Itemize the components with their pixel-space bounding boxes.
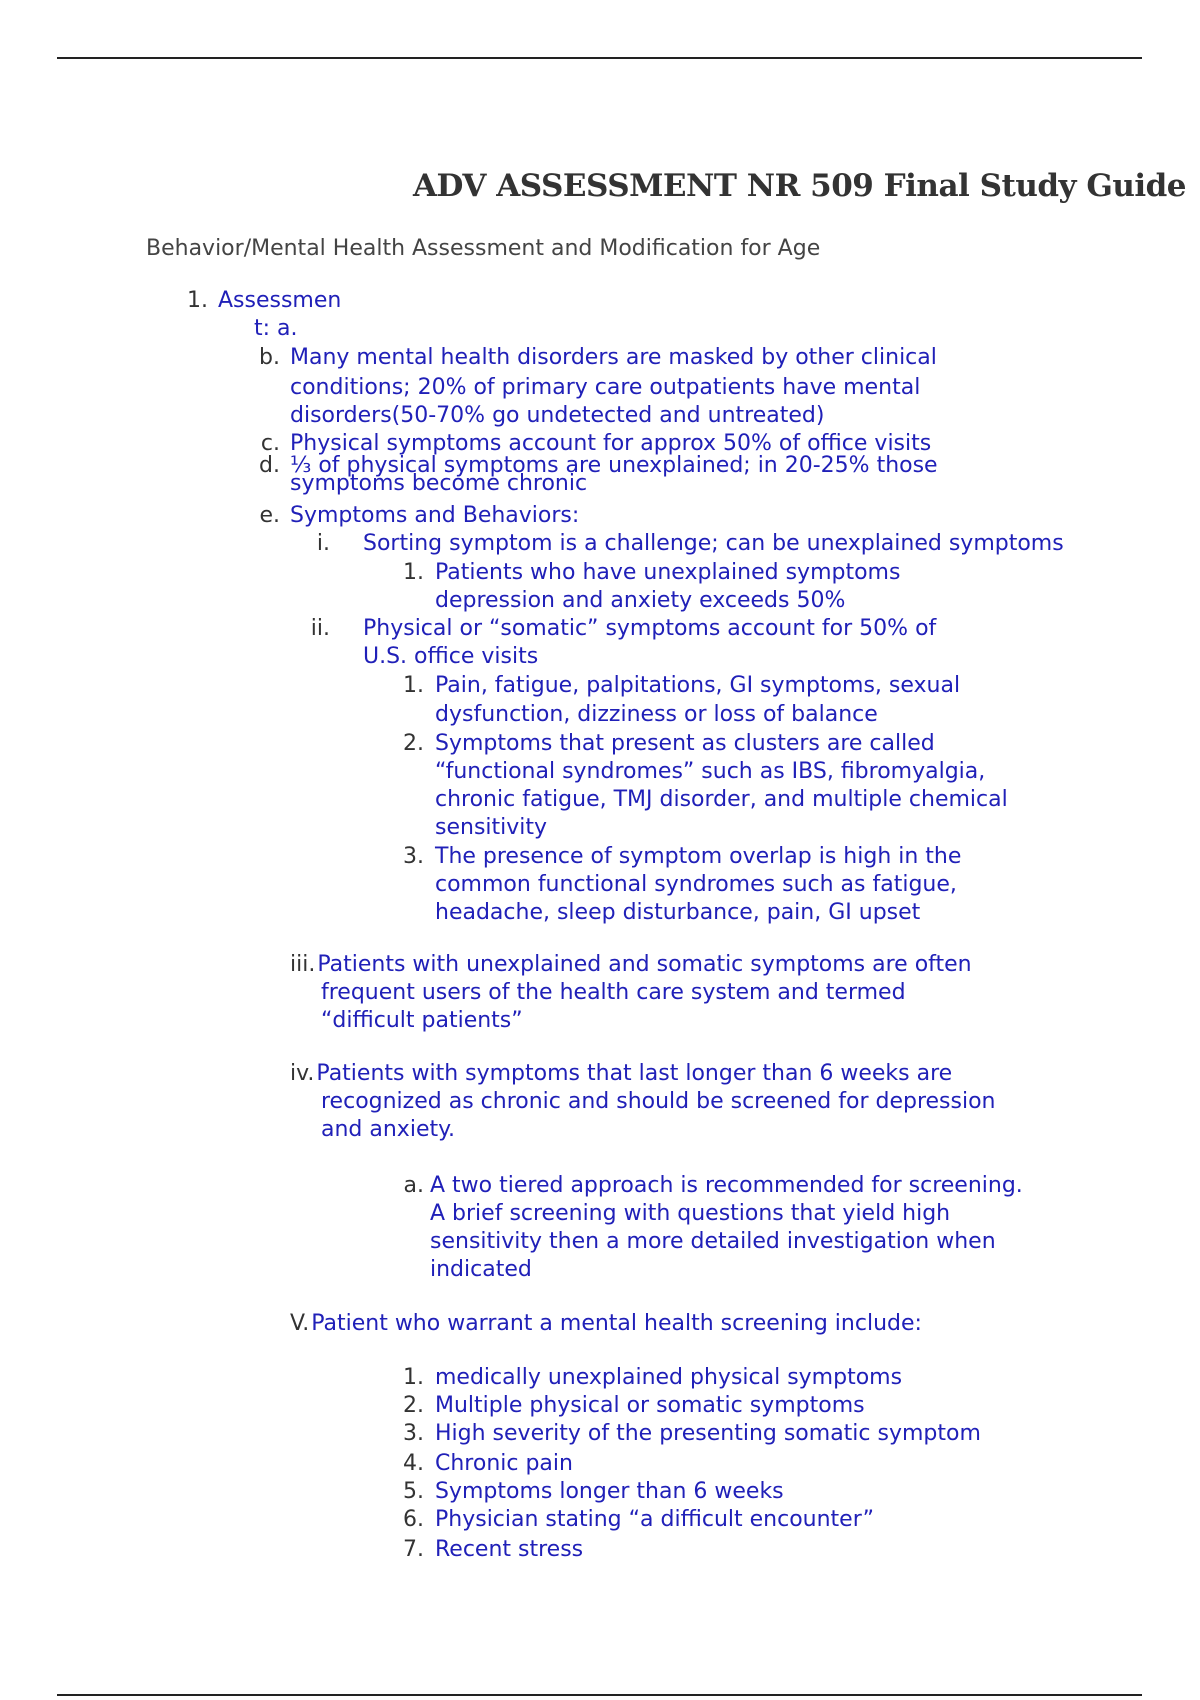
- item-iv-line-2: recognized as chronic and should be screened for depression: [321, 1089, 996, 1114]
- screening-criteria-item: medically unexplained physical symptoms: [435, 1365, 903, 1390]
- item-e-ii-1-marker: 1.: [403, 673, 424, 698]
- screening-criteria-item-marker: 2.: [403, 1393, 424, 1418]
- item-e-ii-3: The presence of symptom overlap is high in the: [435, 844, 962, 869]
- screening-criteria-item: Chronic pain: [435, 1451, 573, 1476]
- item-e-ii-2-line-4: sensitivity: [435, 815, 548, 840]
- item-e: Symptoms and Behaviors:: [290, 503, 580, 528]
- item-1-continued: t: a.: [254, 316, 298, 341]
- item-iv-a-line-4: indicated: [430, 1257, 532, 1282]
- item-e-ii: Physical or “somatic” symptoms account for 50% of: [363, 616, 937, 641]
- item-c-marker: c.: [260, 431, 280, 456]
- item-c: Physical symptoms account for approx 50% of office visits: [290, 431, 932, 456]
- item-1-marker: 1.: [187, 288, 208, 313]
- item-iv-marker: iv.: [290, 1061, 315, 1086]
- item-e-i-1: Patients who have unexplained symptoms: [435, 560, 901, 585]
- item-b-marker: b.: [259, 345, 280, 370]
- item-e-ii-2-line-2: “functional syndromes” such as IBS, fibromyalgia,: [435, 759, 986, 784]
- screening-criteria-item: High severity of the presenting somatic symptom: [435, 1421, 981, 1446]
- item-e-marker: e.: [259, 503, 280, 528]
- item-e-ii-3-line-3: headache, sleep disturbance, pain, GI upset: [435, 900, 921, 925]
- item-iii-marker: iii.: [290, 952, 316, 977]
- screening-criteria-item-marker: 5.: [403, 1479, 424, 1504]
- item-b-line-3: disorders(50-70% go undetected and untreated): [290, 403, 825, 428]
- item-v-marker: V.: [290, 1311, 310, 1336]
- item-e-i-marker: i.: [316, 531, 330, 556]
- screening-criteria-item: Recent stress: [435, 1537, 584, 1562]
- screening-criteria-item: Physician stating “a difficult encounter”: [435, 1507, 875, 1532]
- screening-criteria-item-marker: 4.: [403, 1451, 424, 1476]
- bottom-rule: [57, 1694, 1142, 1696]
- item-iv-line-3: and anxiety.: [321, 1117, 455, 1142]
- screening-criteria-item-marker: 3.: [403, 1421, 424, 1446]
- screening-criteria-item: Symptoms longer than 6 weeks: [435, 1479, 784, 1504]
- screening-criteria-item-marker: 6.: [403, 1507, 424, 1532]
- item-iii-line-2: frequent users of the health care system and termed: [321, 980, 906, 1005]
- top-rule: [57, 57, 1142, 59]
- screening-criteria-item-marker: 7.: [403, 1537, 424, 1562]
- item-e-ii-2-marker: 2.: [403, 731, 424, 756]
- section-heading: Behavior/Mental Health Assessment and Modification for Age: [146, 236, 821, 261]
- item-d-line-2: symptoms become chronic: [290, 471, 588, 496]
- item-e-ii-2-line-3: chronic fatigue, TMJ disorder, and multiple chemical: [435, 787, 1008, 812]
- item-e-ii-marker: ii.: [310, 616, 330, 641]
- item-e-i-1-line-2: depression and anxiety exceeds 50%: [435, 588, 846, 613]
- item-iv: Patients with symptoms that last longer than 6 weeks are: [316, 1061, 953, 1086]
- item-e-ii-1-line-2: dysfunction, dizziness or loss of balance: [435, 702, 878, 727]
- item-e-ii-line-2: U.S. office visits: [363, 644, 539, 669]
- page-title: ADV ASSESSMENT NR 509 Final Study Guide: [413, 168, 1187, 204]
- item-iii-line-3: “difficult patients”: [321, 1008, 523, 1033]
- item-d: ⅓ of physical symptoms are unexplained; in 20-25% those: [290, 453, 938, 478]
- item-e-ii-3-line-2: common functional syndromes such as fatigue,: [435, 872, 957, 897]
- item-d-marker: d.: [259, 453, 280, 478]
- item-e-ii-3-marker: 3.: [403, 844, 424, 869]
- item-e-i-1-marker: 1.: [403, 560, 424, 585]
- item-b-line-2: conditions; 20% of primary care outpatients have mental: [290, 375, 921, 400]
- item-b: Many mental health disorders are masked by other clinical: [290, 345, 937, 370]
- screening-criteria-item-marker: 1.: [403, 1365, 424, 1390]
- screening-criteria-item: Multiple physical or somatic symptoms: [435, 1393, 865, 1418]
- item-iii: Patients with unexplained and somatic symptoms are often: [317, 952, 972, 977]
- item-e-ii-1: Pain, fatigue, palpitations, GI symptoms, sexual: [435, 673, 961, 698]
- item-iv-a-line-2: A brief screening with questions that yield high: [430, 1201, 951, 1226]
- item-iv-a-line-3: sensitivity then a more detailed investigation when: [430, 1229, 996, 1254]
- item-e-i: Sorting symptom is a challenge; can be unexplained symptoms: [363, 531, 1064, 556]
- item-v: Patient who warrant a mental health screening include:: [311, 1311, 922, 1336]
- item-e-ii-2: Symptoms that present as clusters are called: [435, 731, 935, 756]
- item-iv-a-marker: a.: [403, 1173, 424, 1198]
- item-1: Assessmen: [218, 288, 342, 313]
- item-iv-a: A two tiered approach is recommended for screening.: [430, 1173, 1023, 1198]
